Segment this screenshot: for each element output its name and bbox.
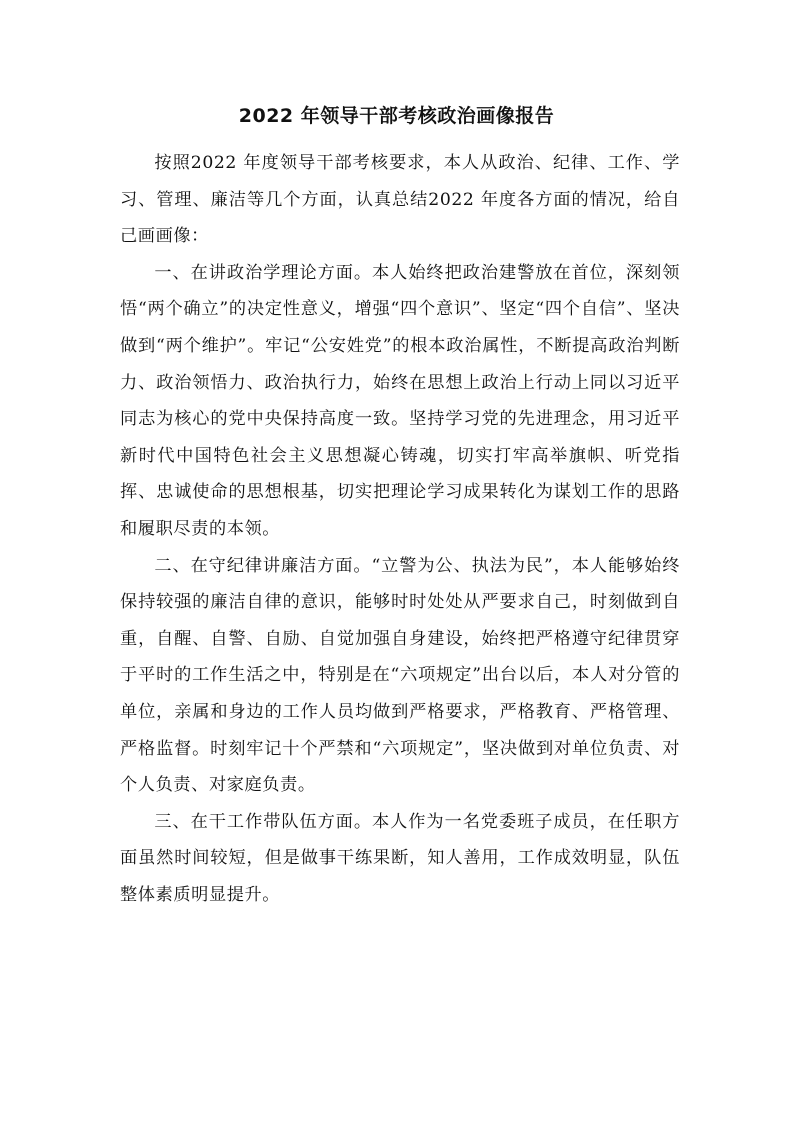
document-body [120,145,680,913]
document-title: 2022 年领导干部考核政治画像报告 [238,105,555,127]
section-politics-paragraph: 一、在讲政治学理论方面。本人始终把政治建警放在首位，深刻领悟“两个确立”的决定性意义，增强“四个意识”、坚定“四个自信”、坚决做到“两个维护”。牢记“公安姓党”的根本政治属性，不断提高政治判断力、政治领悟力、政治执行力，始终在思想上政治上行动上同以习近平同志为核心的党中央保持高度一致。坚持学习党的先进理念，用习近平新时代中国特色社会主义思想凝心铸魂，切实打牢高举旗帜、听党指挥、忠诚使命的思想根基，切实把理论学习成果转化为谋划工作的思路和履职尽责的本领。 [120,262,680,539]
section-discipline-paragraph: 二、在守纪律讲廉洁方面。“立警为公、执法为民”，本人能够始终保持较强的廉洁自律的意识，能够时时处处从严要求自己，时刻做到自重，自醒、自警、自励、自觉加强自身建设，始终把严格遵守纪律贯穿于平时的工作生活之中，特别是在“六项规定”出台以后，本人对分管的单位，亲属和身边的工作人员均做到严格要求，严格教育、严格管理、严格监督。时刻牢记十个严禁和“六项规定”，坚决做到对单位负责、对个人负责、对家庭负责。 [120,555,680,796]
section-work-paragraph: 三、在干工作带队伍方面。本人作为一名党委班子成员，在任职方面虽然时间较短，但是做事干练果断，知人善用，工作成效明显，队伍整体素质明显提升。 [120,811,680,905]
intro-paragraph: 按照2022 年度领导干部考核要求，本人从政治、纪律、工作、学习、管理、廉洁等几个方面，认真总结2022 年度各方面的情况，给自己画画像： [120,153,680,247]
